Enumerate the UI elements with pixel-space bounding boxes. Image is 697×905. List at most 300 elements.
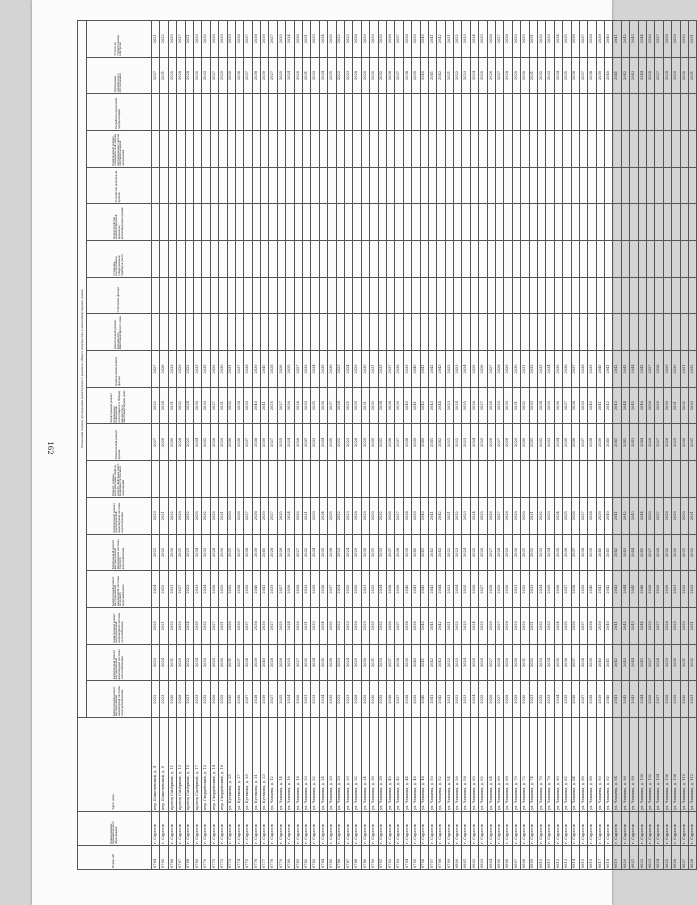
row-year-2: 2027 — [487, 644, 495, 681]
row-year-13 — [386, 241, 394, 278]
row-year-1: 2039 — [596, 681, 604, 718]
row-year-13 — [294, 241, 302, 278]
row-year-14 — [638, 204, 646, 241]
row-year-18: 2030 — [370, 57, 378, 94]
row-year-2: 2029 — [353, 644, 361, 681]
row-year-7 — [554, 461, 562, 498]
row-year-2: 2027 — [647, 644, 655, 681]
row-address: ул. Чапаева, д. 48 — [420, 718, 428, 812]
table-row — [605, 20, 613, 869]
row-year-14 — [303, 204, 311, 241]
row-year-4: 2032 — [521, 571, 529, 608]
row-year-19: 2030 — [680, 20, 688, 57]
row-year-6: 2029 — [177, 497, 185, 534]
row-year-11 — [319, 314, 327, 351]
row-year-6: 2037 — [579, 497, 587, 534]
row-year-6: 2032 — [537, 497, 545, 534]
row-year-2: 2032 — [303, 644, 311, 681]
row-year-15 — [680, 167, 688, 204]
row-year-19: 2026 — [647, 20, 655, 57]
row-year-8: 2041 — [613, 424, 621, 461]
row-year-17 — [412, 94, 420, 131]
row-address: ул. Чапаева, д. 36 — [370, 718, 378, 812]
row-mo: г. Саратов — [655, 812, 663, 846]
row-year-13 — [470, 241, 478, 278]
row-year-18: 2030 — [193, 57, 201, 94]
row-year-4: 2038 — [235, 571, 243, 608]
row-year-13 — [177, 241, 185, 278]
row-year-9: 2039 — [395, 387, 403, 424]
row-year-12 — [613, 277, 621, 314]
row-year-3: 2033 — [311, 607, 319, 644]
row-year-16 — [529, 131, 537, 168]
row-year-16 — [680, 131, 688, 168]
row-year-7 — [546, 461, 554, 498]
row-year-2: 2031 — [680, 644, 688, 681]
row-year-10: 2032 — [689, 351, 697, 388]
row-year-12 — [269, 277, 277, 314]
row-num: 6792 — [386, 846, 394, 870]
row-year-3: 2029 — [512, 607, 520, 644]
row-year-8: 2021 — [185, 424, 193, 461]
row-year-17 — [445, 94, 453, 131]
row-year-14 — [219, 204, 227, 241]
row-year-8: 2027 — [496, 424, 504, 461]
row-year-9: 2029 — [269, 387, 277, 424]
row-year-14 — [311, 204, 319, 241]
row-year-8: 2028 — [177, 424, 185, 461]
row-year-2: 2023 — [336, 644, 344, 681]
row-year-14 — [571, 204, 579, 241]
table-row — [361, 20, 369, 869]
row-year-7 — [378, 461, 386, 498]
header-work-15: Устройство выходов на кровлю — [87, 167, 152, 204]
row-year-4: 2033 — [689, 571, 697, 608]
row-year-19: 2040 — [420, 20, 428, 57]
row-year-16 — [361, 131, 369, 168]
row-year-9: 2027 — [210, 387, 218, 424]
row-year-16 — [605, 131, 613, 168]
row-year-9: 2039 — [244, 387, 252, 424]
row-year-15 — [512, 167, 520, 204]
row-year-12 — [487, 277, 495, 314]
row-year-17 — [571, 94, 579, 131]
row-year-17 — [588, 94, 596, 131]
row-year-19: 2031 — [529, 20, 537, 57]
row-year-12 — [160, 277, 168, 314]
row-year-10: 2031 — [680, 351, 688, 388]
row-year-18: 2035 — [563, 57, 571, 94]
row-year-18: 2038 — [588, 57, 596, 94]
row-year-7 — [647, 461, 655, 498]
row-num: 6780 — [286, 846, 294, 870]
row-year-5: 2028 — [496, 534, 504, 571]
row-year-9: 2044 — [437, 387, 445, 424]
row-year-2: 2032 — [529, 644, 537, 681]
row-year-12 — [663, 277, 671, 314]
row-mo: г. Саратов — [336, 812, 344, 846]
row-year-11 — [546, 314, 554, 351]
row-year-17 — [462, 94, 470, 131]
row-year-8: 2027 — [152, 424, 160, 461]
row-year-14 — [185, 204, 193, 241]
row-year-9: 2031 — [219, 387, 227, 424]
row-num: 6783 — [311, 846, 319, 870]
row-year-17 — [403, 94, 411, 131]
row-year-12 — [311, 277, 319, 314]
header-work-13: Установка коллективных (общедомовых) приборов учета — [87, 241, 152, 278]
row-year-12 — [177, 277, 185, 314]
row-year-3: 2036 — [386, 607, 394, 644]
row-year-18: 2028 — [353, 57, 361, 94]
row-year-19: 2038 — [588, 20, 596, 57]
row-year-17 — [252, 94, 260, 131]
row-year-11 — [303, 314, 311, 351]
table-row — [353, 20, 361, 869]
row-year-7 — [202, 461, 210, 498]
row-year-7 — [579, 461, 587, 498]
row-year-13 — [152, 241, 160, 278]
row-year-13 — [554, 241, 562, 278]
row-year-15 — [395, 167, 403, 204]
table-row — [445, 20, 453, 869]
row-year-13 — [261, 241, 269, 278]
row-year-3: 2023 — [344, 607, 352, 644]
row-address: ул. Чапаева, д. 78 — [546, 718, 554, 812]
row-year-11 — [286, 314, 294, 351]
header-work-8: Капитальный ремонт крыши — [87, 424, 152, 461]
row-mo: г. Саратов — [261, 812, 269, 846]
row-year-8: 2043 — [630, 424, 638, 461]
row-year-16 — [630, 131, 638, 168]
row-year-15 — [663, 167, 671, 204]
rotated-table-container — [77, 20, 694, 870]
row-year-1: 2038 — [588, 681, 596, 718]
row-year-19: 2027 — [496, 20, 504, 57]
row-year-6: 2026 — [647, 497, 655, 534]
row-year-2: 2038 — [395, 644, 403, 681]
row-year-13 — [286, 241, 294, 278]
row-year-9: 2031 — [168, 387, 176, 424]
row-year-19: 2030 — [227, 20, 235, 57]
row-year-12 — [428, 277, 436, 314]
row-mo: г. Саратов — [219, 812, 227, 846]
table-row — [588, 20, 596, 869]
row-year-18: 2030 — [521, 57, 529, 94]
row-address: ул. Чапаева, д. 56 — [454, 718, 462, 812]
row-year-5: 2030 — [168, 534, 176, 571]
row-year-14 — [529, 204, 537, 241]
row-year-18: 2036 — [235, 57, 243, 94]
row-year-1: 2021 — [185, 681, 193, 718]
row-year-17 — [487, 94, 495, 131]
row-year-8: 2030 — [168, 424, 176, 461]
row-year-17 — [294, 94, 302, 131]
row-num: 6806 — [504, 846, 512, 870]
row-year-15 — [479, 167, 487, 204]
row-year-10: 2029 — [663, 351, 671, 388]
row-year-9: 2036 — [193, 387, 201, 424]
row-year-9: 2026 — [286, 387, 294, 424]
row-year-18: 2034 — [554, 57, 562, 94]
table-row — [437, 20, 445, 869]
row-year-12 — [395, 277, 403, 314]
row-year-18: 2028 — [504, 57, 512, 94]
row-year-19: 2042 — [437, 20, 445, 57]
row-year-15 — [185, 167, 193, 204]
row-year-1: 2021 — [445, 681, 453, 718]
row-year-5: 2044 — [630, 534, 638, 571]
row-year-15 — [596, 167, 604, 204]
row-year-11 — [663, 314, 671, 351]
row-year-14 — [152, 204, 160, 241]
row-year-1: 2030 — [168, 681, 176, 718]
row-year-12 — [454, 277, 462, 314]
row-year-10: 2027 — [152, 351, 160, 388]
row-year-13 — [336, 241, 344, 278]
row-year-10: 2038 — [395, 351, 403, 388]
row-year-15 — [344, 167, 352, 204]
row-year-6: 2023 — [462, 497, 470, 534]
row-year-3: 2044 — [638, 607, 646, 644]
row-year-13 — [546, 241, 554, 278]
row-year-13 — [185, 241, 193, 278]
row-year-3: 2040 — [420, 607, 428, 644]
row-year-16 — [252, 131, 260, 168]
row-year-7 — [252, 461, 260, 498]
row-year-1: 2037 — [579, 681, 587, 718]
row-year-2: 2033 — [378, 644, 386, 681]
row-year-1: 2037 — [244, 681, 252, 718]
row-year-18: 2030 — [227, 57, 235, 94]
row-year-16 — [647, 131, 655, 168]
row-year-3: 2024 — [470, 607, 478, 644]
row-year-3: 2022 — [454, 607, 462, 644]
row-year-4: 2033 — [193, 571, 201, 608]
row-year-18: 2027 — [210, 57, 218, 94]
row-year-5: 2037 — [386, 534, 394, 571]
row-year-14 — [261, 204, 269, 241]
row-year-12 — [210, 277, 218, 314]
row-year-4: 2030 — [353, 571, 361, 608]
row-year-14 — [244, 204, 252, 241]
row-year-12 — [336, 277, 344, 314]
row-year-4: 2027 — [479, 571, 487, 608]
row-year-7 — [386, 461, 394, 498]
row-year-13 — [328, 241, 336, 278]
header-work-12: Утепление фасада — [87, 277, 152, 314]
row-year-8: 2029 — [672, 424, 680, 461]
row-year-4: 2039 — [244, 571, 252, 608]
row-year-19: 2043 — [630, 20, 638, 57]
row-year-13 — [638, 241, 646, 278]
table-header — [78, 20, 152, 869]
row-mo: г. Саратов — [672, 812, 680, 846]
row-num: 6809 — [529, 846, 537, 870]
row-year-13 — [521, 241, 529, 278]
row-year-5: 2024 — [344, 534, 352, 571]
row-year-15 — [454, 167, 462, 204]
row-year-11 — [479, 314, 487, 351]
row-year-10: 2026 — [160, 351, 168, 388]
row-year-4: 2023 — [445, 571, 453, 608]
row-year-8: 2036 — [571, 424, 579, 461]
row-year-18: 2027 — [152, 57, 160, 94]
row-year-17 — [605, 94, 613, 131]
row-year-12 — [252, 277, 260, 314]
row-year-3: 2032 — [537, 607, 545, 644]
row-year-6: 2039 — [261, 497, 269, 534]
header-work-6: Капитальный ремонт внутридомовой инженерной системы водоотведения — [87, 497, 152, 534]
row-year-14 — [386, 204, 394, 241]
row-year-18: 2024 — [470, 57, 478, 94]
row-year-9: 2030 — [663, 387, 671, 424]
row-year-1: 2034 — [554, 681, 562, 718]
row-year-13 — [160, 241, 168, 278]
row-year-4: 2027 — [277, 571, 285, 608]
row-year-15 — [152, 167, 160, 204]
row-year-11 — [680, 314, 688, 351]
row-year-19: 2042 — [621, 20, 629, 57]
row-year-3: 2027 — [210, 607, 218, 644]
row-year-11 — [361, 314, 369, 351]
table-row — [504, 20, 512, 869]
row-num: 6777 — [261, 846, 269, 870]
row-year-17 — [689, 94, 697, 131]
row-year-17 — [647, 94, 655, 131]
row-num: 6785 — [328, 846, 336, 870]
row-year-14 — [537, 204, 545, 241]
row-year-3: 2032 — [168, 607, 176, 644]
row-year-4: 2026 — [470, 571, 478, 608]
row-year-3: 2026 — [647, 607, 655, 644]
row-year-16 — [689, 131, 697, 168]
row-year-14 — [227, 204, 235, 241]
row-year-13 — [537, 241, 545, 278]
row-address: ул. Чапаева, д. 96 — [621, 718, 629, 812]
table-row — [630, 20, 638, 869]
row-year-11 — [554, 314, 562, 351]
row-year-13 — [311, 241, 319, 278]
row-year-7 — [445, 461, 453, 498]
row-year-13 — [588, 241, 596, 278]
row-year-8: 2033 — [311, 424, 319, 461]
row-year-6: 2032 — [378, 497, 386, 534]
row-year-10: 2030 — [361, 351, 369, 388]
row-year-16 — [563, 131, 571, 168]
table-row — [546, 20, 554, 869]
row-year-19: 2027 — [269, 20, 277, 57]
row-year-9: 2025 — [462, 387, 470, 424]
row-year-13 — [428, 241, 436, 278]
row-num: 6789 — [361, 846, 369, 870]
row-year-12 — [470, 277, 478, 314]
row-year-2: 2024 — [160, 644, 168, 681]
row-year-4: 2045 — [630, 571, 638, 608]
table-row — [647, 20, 655, 869]
row-year-12 — [672, 277, 680, 314]
row-year-11 — [462, 314, 470, 351]
row-year-1: 2038 — [252, 681, 260, 718]
row-year-5: 2034 — [311, 534, 319, 571]
row-year-17 — [336, 94, 344, 131]
row-year-12 — [361, 277, 369, 314]
row-year-6: 2035 — [193, 497, 201, 534]
row-year-12 — [403, 277, 411, 314]
row-year-6: 2029 — [512, 497, 520, 534]
row-year-8: 2034 — [193, 424, 201, 461]
row-year-3: 2042 — [621, 607, 629, 644]
row-year-19: 2036 — [571, 20, 579, 57]
row-year-4: 2036 — [554, 571, 562, 608]
row-year-5: 2035 — [319, 534, 327, 571]
header-work-7: Ремонт, замена, модернизация лифтов, ремонт лифтовых шахт, машинных и блочных помещений — [87, 461, 152, 498]
row-year-8: 2039 — [596, 424, 604, 461]
row-year-17 — [630, 94, 638, 131]
row-year-15 — [303, 167, 311, 204]
row-year-12 — [596, 277, 604, 314]
row-year-1: 2044 — [638, 681, 646, 718]
row-mo: г. Саратов — [193, 812, 201, 846]
table-row — [227, 20, 235, 869]
row-mo: г. Саратов — [689, 812, 697, 846]
row-year-18: 2025 — [277, 57, 285, 94]
row-year-8: 2024 — [470, 424, 478, 461]
row-year-1: 2029 — [361, 681, 369, 718]
row-year-11 — [672, 314, 680, 351]
row-year-5: 2036 — [328, 534, 336, 571]
row-year-9: 2040 — [403, 387, 411, 424]
row-year-11 — [412, 314, 420, 351]
row-year-17 — [303, 94, 311, 131]
row-year-15 — [563, 167, 571, 204]
row-year-10: 2039 — [588, 351, 596, 388]
row-num: 6779 — [277, 846, 285, 870]
row-year-1: 2032 — [378, 681, 386, 718]
table-row — [261, 20, 269, 869]
row-year-12 — [168, 277, 176, 314]
row-year-1: 2023 — [344, 681, 352, 718]
row-year-5: 2039 — [252, 534, 260, 571]
row-year-19: 2036 — [235, 20, 243, 57]
row-year-7 — [420, 461, 428, 498]
row-num: 6790 — [370, 846, 378, 870]
row-year-4: 2032 — [370, 571, 378, 608]
row-year-12 — [261, 277, 269, 314]
row-year-11 — [353, 314, 361, 351]
row-year-16 — [487, 131, 495, 168]
row-year-8: 2034 — [319, 424, 327, 461]
row-year-15 — [613, 167, 621, 204]
row-mo: г. Саратов — [571, 812, 579, 846]
row-year-14 — [420, 204, 428, 241]
row-year-9: 2032 — [521, 387, 529, 424]
row-year-2: 2038 — [579, 644, 587, 681]
row-year-5: 2033 — [202, 534, 210, 571]
row-mo: г. Саратов — [647, 812, 655, 846]
row-year-10: 2034 — [546, 351, 554, 388]
row-year-5: 2033 — [378, 534, 386, 571]
row-year-19: 2035 — [328, 20, 336, 57]
row-year-17 — [168, 94, 176, 131]
row-address: ул. Чапаева, д. 76 — [537, 718, 545, 812]
row-year-6: 2031 — [303, 497, 311, 534]
row-year-2: 2028 — [655, 644, 663, 681]
row-year-7 — [219, 461, 227, 498]
row-year-15 — [462, 167, 470, 204]
row-year-11 — [487, 314, 495, 351]
row-year-5: 2029 — [663, 534, 671, 571]
